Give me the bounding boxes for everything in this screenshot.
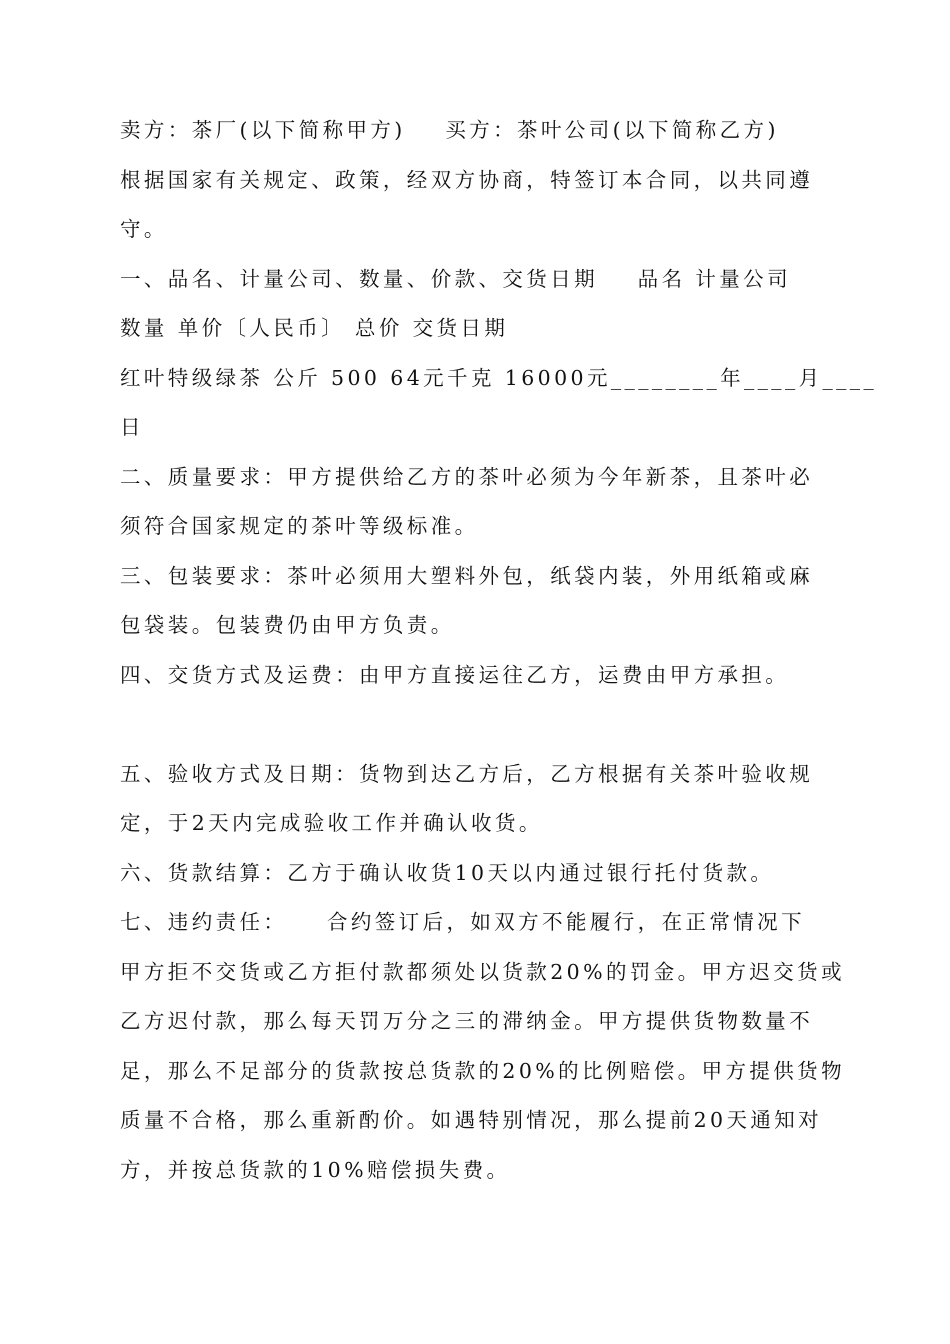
clause-5-line-1: 五、验收方式及日期：货物到达乙方后，乙方根据有关茶叶验收规: [120, 761, 814, 786]
clause-7-line-2: 甲方拒不交货或乙方拒付款都须处以货款20%的罚金。甲方迟交货或: [120, 959, 845, 984]
clause-6-line-1: 六、货款结算：乙方于确认收货10天以内通过银行托付货款。: [120, 860, 775, 885]
clause-4-line-1: 四、交货方式及运费：由甲方直接运往乙方，运费由甲方承担。: [120, 662, 790, 687]
clause-3-line-1: 三、包装要求：茶叶必须用大塑料外包，纸袋内装，外用纸箱或麻: [120, 563, 814, 588]
preamble-line-1: 根据国家有关规定、政策，经双方协商，特签订本合同，以共同遵: [120, 167, 814, 192]
clause-7-line-1: 七、违约责任： 合约签订后，如双方不能履行，在正常情况下: [120, 910, 805, 934]
paragraph-gap: [120, 700, 832, 750]
clause-3-line-2: 包袋装。包装费仍由甲方负责。: [120, 613, 455, 637]
parties-line: 卖方：茶厂(以下简称甲方) 买方：茶叶公司(以下简称乙方): [120, 118, 779, 142]
clause-2-line-1: 二、质量要求：甲方提供给乙方的茶叶必须为今年新茶，且茶叶必: [120, 464, 814, 489]
clause-2-line-2: 须符合国家规定的茶叶等级标准。: [120, 514, 479, 538]
clause-1-item: 红叶特级绿茶 公斤 500 64元千克 16000元________年____月____: [120, 365, 878, 390]
clause-1-columns: 数量 单价〔人民币〕 总价 交货日期: [120, 316, 509, 340]
clause-7-line-6: 方，并按总货款的10%赔偿损失费。: [120, 1157, 511, 1182]
clause-5-line-2: 定，于2天内完成验收工作并确认收货。: [120, 811, 543, 835]
preamble-line-2: 守。: [120, 217, 168, 241]
contract-body: [120, 106, 878, 1195]
clause-1-heading: 一、品名、计量公司、数量、价款、交货日期 品名 计量公司: [120, 266, 791, 291]
clause-7-line-4: 足，那么不足部分的货款按总货款的20%的比例赔偿。甲方提供货物: [120, 1058, 845, 1083]
clause-1-item-cont: 日: [120, 415, 144, 439]
clause-7-line-5: 质量不合格，那么重新酌价。如遇特别情况，那么提前20天通知对: [120, 1108, 823, 1132]
clause-7-line-3: 乙方迟付款，那么每天罚万分之三的滞纳金。甲方提供货物数量不: [120, 1009, 814, 1033]
